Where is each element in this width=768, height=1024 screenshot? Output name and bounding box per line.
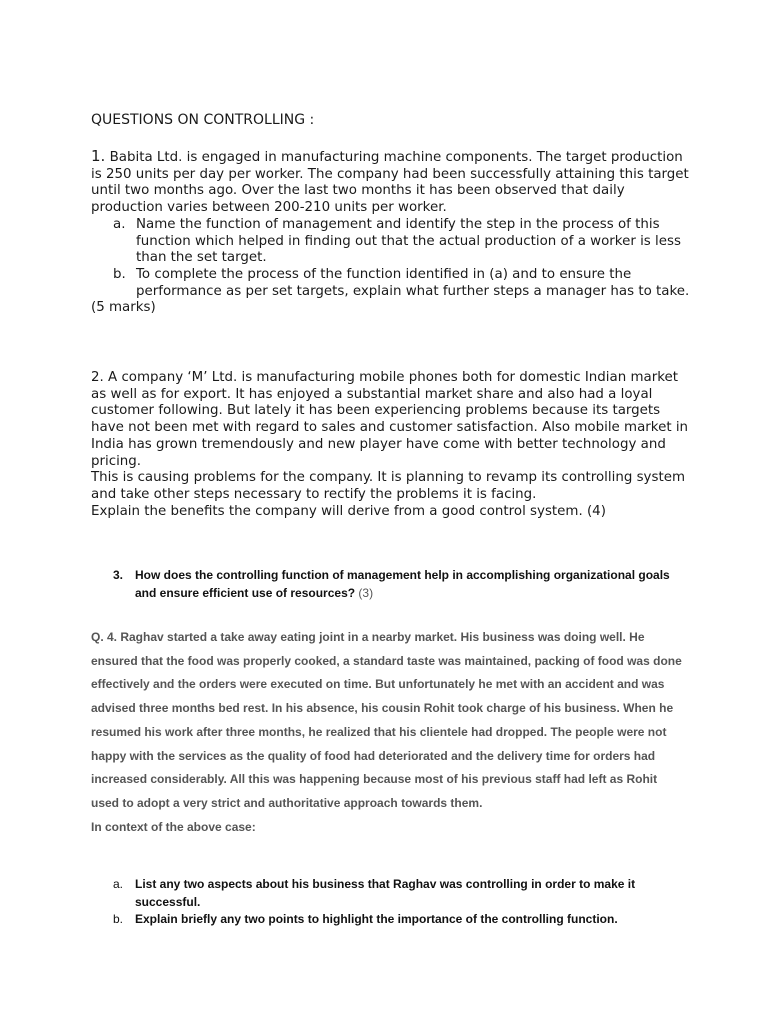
list-marker: b. bbox=[113, 912, 124, 926]
question-4-context: In context of the above case: bbox=[91, 819, 256, 834]
question-4-part-a bbox=[113, 876, 683, 911]
question-1-part-b bbox=[91, 267, 691, 300]
question-2-paragraph: This is causing problems for the company. It is planning to revamp its controlling system and take other steps necessary to rectify the problems it is facing. bbox=[91, 470, 685, 502]
list-marker: b. bbox=[113, 266, 126, 282]
question-1-number: 1. bbox=[91, 147, 106, 165]
question-3 bbox=[113, 567, 683, 602]
question-4-part-b bbox=[113, 911, 683, 929]
question-4-case-text: Q. 4. Raghav started a take away eating joint in a nearby market. His business was doing well. He ensured that the food was properly cooked, a standard taste was maintained, packing of food was done effectively and the orders were executed on time. But unfortunately he met with an accident and was advised three months bed rest. In his absence, his cousin Rohit took charge of his business. When he resumed his work after three months, he realized that his clientele had dropped. The people were not happy with the services as the quality of food had deteriorated and the delivery time for orders had increased considerably. All this was happening because most of his previous staff had left as Rohit used to adopt a very strict and authoritative approach towards them. bbox=[91, 630, 682, 810]
question-1-text: Babita Ltd. is engaged in manufacturing machine components. The target production is 250 units per day per worker. The company had been successfully attaining this target until two months ago. Over the last two months it has been observed that daily production varies between 200-210 units per worker. bbox=[91, 150, 689, 216]
question-4-parts bbox=[113, 876, 683, 929]
question-3-text: How does the controlling function of management help in accomplishing organizational goals and ensure efficient use of resources? bbox=[135, 568, 670, 600]
part-text: Name the function of management and identify the step in the process of this function which helped in finding out that the actual production of a worker is less than the set target. bbox=[136, 216, 681, 266]
question-4 bbox=[91, 626, 683, 839]
page-title: QUESTIONS ON CONTROLLING : bbox=[91, 112, 315, 128]
part-text: Explain briefly any two points to highlight the importance of the controlling function. bbox=[135, 912, 618, 926]
question-2-instruction: Explain the benefits the company will derive from a good control system. (4) bbox=[91, 503, 606, 519]
list-marker: a. bbox=[113, 877, 124, 891]
question-2-paragraph: 2. A company ‘M’ Ltd. is manufacturing mobile phones both for domestic Indian market as well as for export. It has enjoyed a substantial market share and also had a loyal customer following. But lately it has been experiencing problems because its targets have not been met with regard to sales and customer satisfaction. Also mobile market in India has grown tremendously and new player have come with better technology and pricing. bbox=[91, 370, 689, 469]
question-1 bbox=[91, 148, 691, 317]
question-3-number: 3. bbox=[113, 568, 124, 582]
part-text: List any two aspects about his business that Raghav was controlling in order to make it successful. bbox=[135, 877, 636, 909]
question-2 bbox=[91, 370, 691, 520]
list-marker: a. bbox=[113, 216, 126, 232]
question-1-stem bbox=[91, 148, 691, 217]
question-1-part-a bbox=[91, 217, 691, 267]
part-text: To complete the process of the function identified in (a) and to ensure the performance as per set targets, explain what further steps a manager has to take. bbox=[136, 266, 690, 299]
question-3-marks: (3) bbox=[358, 585, 374, 600]
question-1-parts bbox=[91, 217, 691, 301]
question-1-marks: (5 marks) bbox=[91, 300, 156, 316]
